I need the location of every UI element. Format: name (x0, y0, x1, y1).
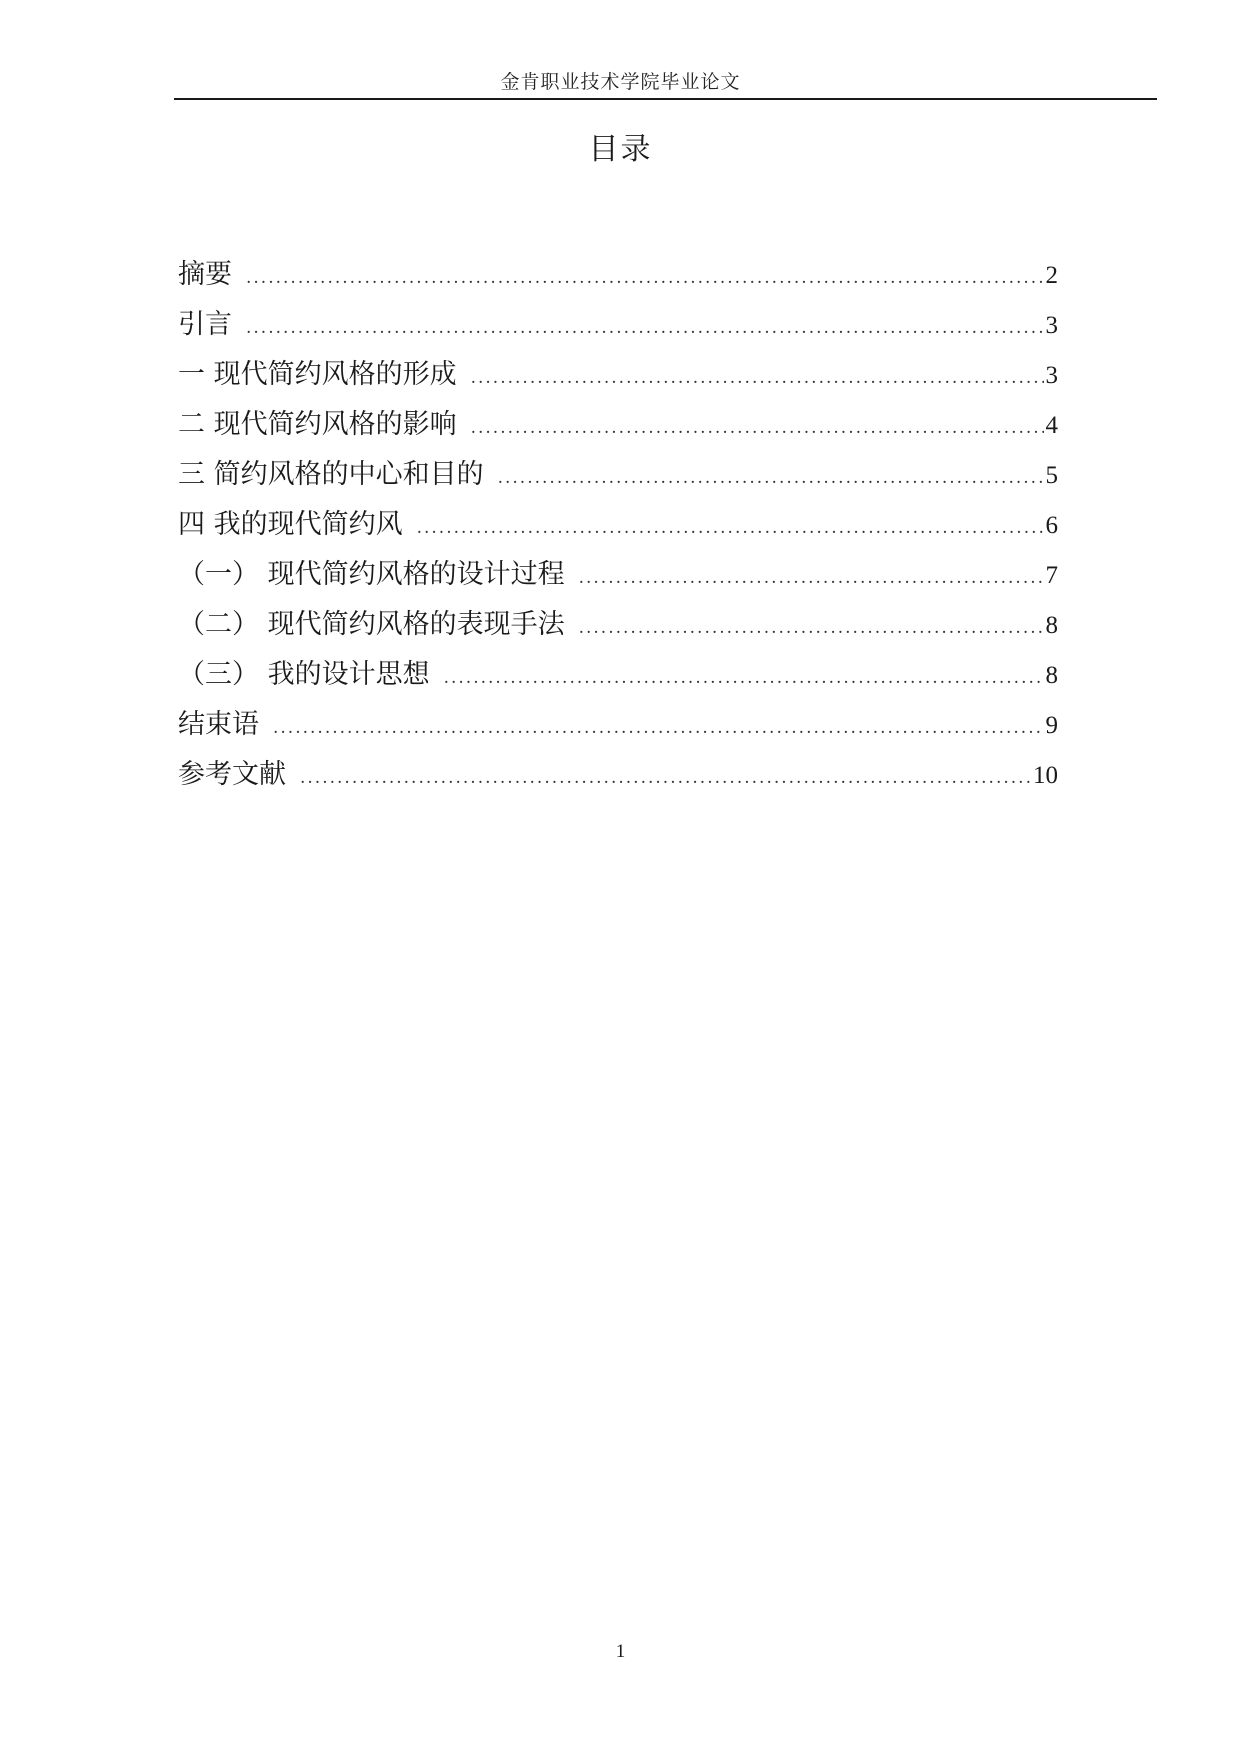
running-header: 金肯职业技术学院毕业论文 (500, 71, 741, 93)
toc-entry-label: 四 我的现代简约风 (178, 509, 403, 540)
toc-entry-page: 10 (1033, 762, 1058, 789)
toc-entry-page: 7 (1045, 562, 1058, 589)
toc-entry-page: 4 (1045, 412, 1058, 439)
toc-entry-label: （一） 现代简约风格的设计过程 (178, 559, 565, 590)
toc-leader-dots (444, 658, 1044, 698)
toc-entry-page: 6 (1045, 512, 1058, 539)
toc-leader-dots (246, 258, 1044, 298)
toc-entry-label: 结束语 (178, 709, 259, 740)
page-number: 1 (615, 1641, 626, 1662)
toc-entry[interactable] (178, 255, 1058, 305)
toc-entry-label: 摘要 (178, 259, 232, 290)
toc-entry[interactable] (178, 705, 1058, 755)
header-rule (174, 98, 1157, 100)
toc-entry-label: 二 现代简约风格的影响 (178, 409, 457, 440)
toc-entry[interactable] (178, 755, 1058, 805)
toc-leader-dots (246, 308, 1044, 348)
table-of-contents (178, 255, 1058, 805)
toc-leader-dots (300, 758, 1031, 798)
toc-entry-page: 2 (1045, 262, 1058, 289)
toc-leader-dots (471, 408, 1044, 448)
toc-entry-label: 引言 (178, 309, 232, 340)
toc-entry-label: 参考文献 (178, 759, 286, 790)
toc-entry[interactable] (178, 405, 1058, 455)
toc-entry[interactable] (178, 305, 1058, 355)
toc-entry-page: 8 (1045, 612, 1058, 639)
toc-entry-page: 9 (1045, 712, 1058, 739)
toc-leader-dots (273, 708, 1044, 748)
toc-entry[interactable] (178, 505, 1058, 555)
toc-entry-page: 3 (1045, 312, 1058, 339)
toc-leader-dots (579, 608, 1044, 648)
toc-entry-label: （三） 我的设计思想 (178, 659, 430, 690)
toc-entry-label: 三 简约风格的中心和目的 (178, 459, 484, 490)
toc-leader-dots (498, 458, 1044, 498)
toc-entry[interactable] (178, 605, 1058, 655)
toc-leader-dots (417, 508, 1044, 548)
toc-entry-page: 3 (1045, 362, 1058, 389)
toc-entry-label: 一 现代简约风格的形成 (178, 359, 457, 390)
toc-title: 目录 (588, 132, 653, 167)
toc-leader-dots (579, 558, 1044, 598)
toc-entry[interactable] (178, 455, 1058, 505)
toc-entry[interactable] (178, 555, 1058, 605)
toc-entry[interactable] (178, 655, 1058, 705)
toc-leader-dots (471, 358, 1044, 398)
toc-entry-page: 8 (1045, 662, 1058, 689)
toc-entry-page: 5 (1045, 462, 1058, 489)
toc-entry[interactable] (178, 355, 1058, 405)
toc-entry-label: （二） 现代简约风格的表现手法 (178, 609, 565, 640)
